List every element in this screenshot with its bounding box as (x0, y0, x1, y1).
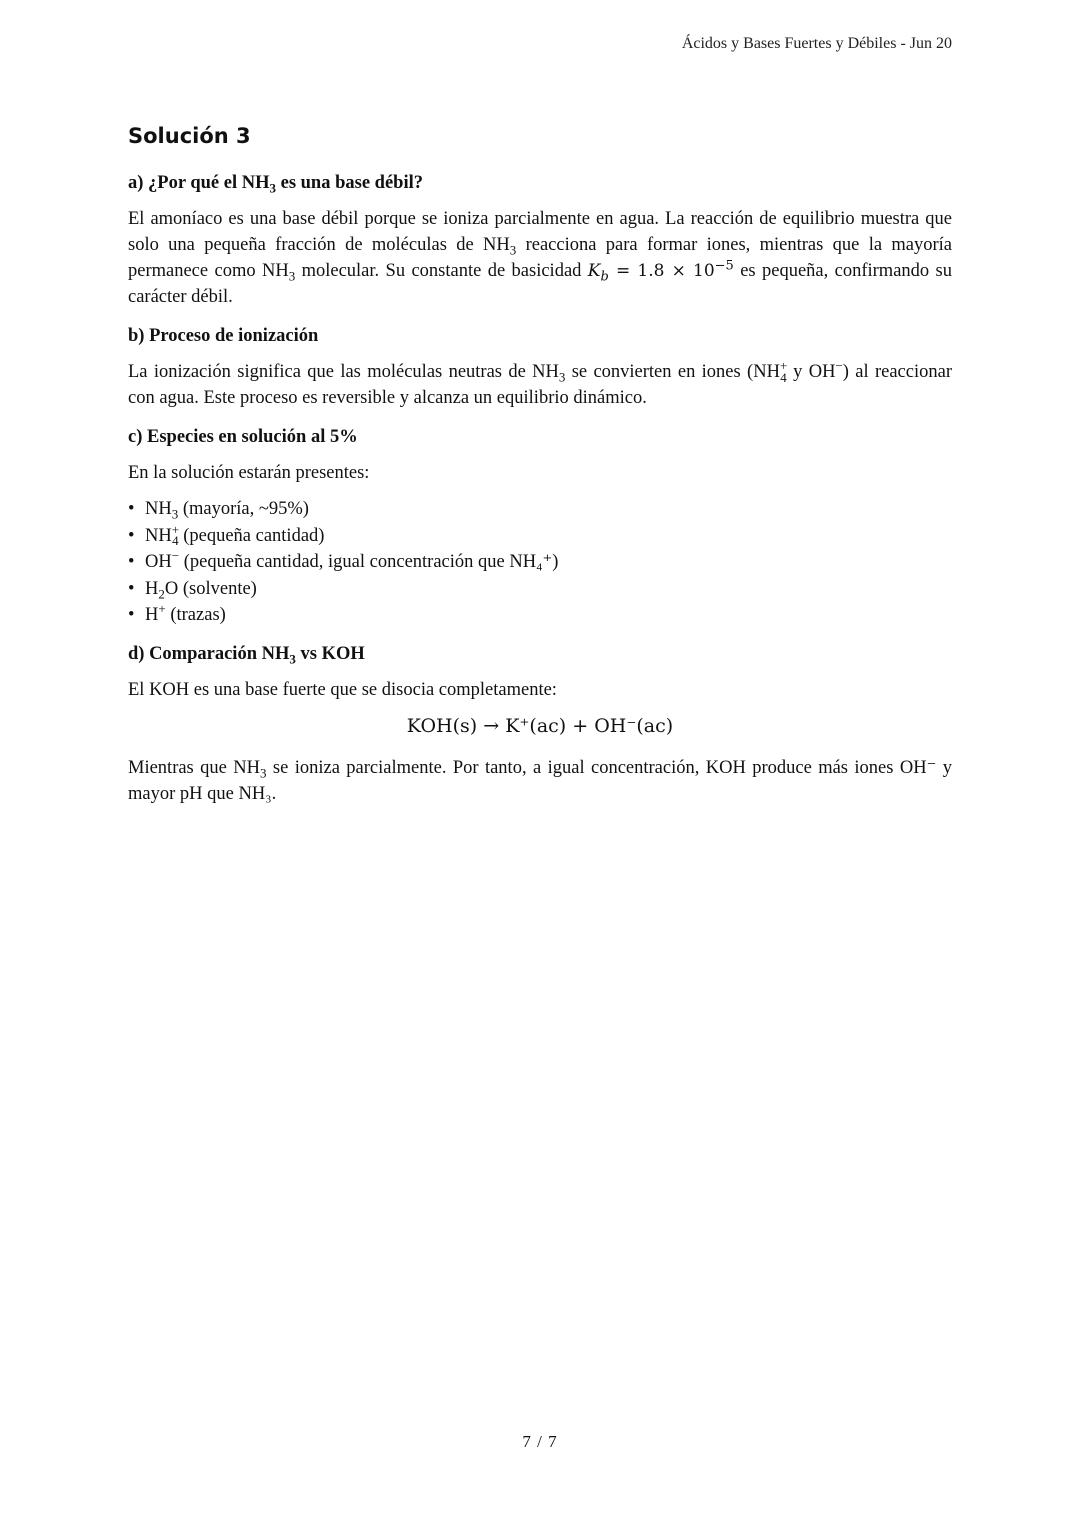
list-item: • H+ (trazas) (145, 602, 952, 629)
list-item: • OH− (pequeña cantidad, igual concentración que NH₄⁺) (145, 549, 952, 576)
page-number: 7 / 7 (522, 1432, 558, 1451)
species-list (128, 496, 952, 629)
section-d-heading: d) Comparación $NH_3$ vs KOH (128, 643, 365, 667)
section-a-heading: a) ¿Por qué el $NH_3$ es una base débil? (128, 173, 423, 196)
running-header: Ácidos y Bases Fuertes y Débiles - Jun 20 (681, 35, 952, 52)
page-content (128, 120, 952, 820)
solution-title: Solución 3 (128, 124, 251, 148)
list-item: • $NH_3$ (mayoría, ~95%) (145, 496, 952, 523)
dissociation-equation: KOH(s) → K⁺(ac) + OH⁻(ac) (406, 714, 674, 737)
kb-expression: $K_b = 1.8 \times 10^{-5}$ (587, 258, 734, 285)
section-b-paragraph: La ionización significa que las moléculas neutras de $NH_3$ se convierten en iones ($NH^+_4$ y OH−) al reaccionar con agua. Este proceso es reversible y alcanza un equilibrio dinámico. (128, 357, 952, 408)
list-item: • $NH^+_4$ (pequeña cantidad) (145, 523, 952, 550)
section-d-paragraph: Mientras que $NH_3$ se ioniza parcialmente. Por tanto, a igual concentración, KOH produce más iones OH⁻ y mayor pH que NH₃. (128, 757, 952, 804)
section-b-heading: b) Proceso de ionización (128, 326, 319, 346)
list-item: • $H_2O$ (solvente) (145, 576, 952, 603)
section-c-intro: En la solución estarán presentes: (128, 463, 370, 483)
section-c-heading: c) Especies en solución al 5% (128, 427, 358, 447)
section-d-intro: El KOH es una base fuerte que se disocia completamente: (128, 679, 557, 700)
section-a-paragraph: El amoníaco es una base débil porque se ioniza parcialmente en agua. La reacción de equilibrio muestra que solo una pequeña fracción de moléculas de $NH_3$ reacciona para formar iones, mientras que la mayoría permanece como $NH_3$ molecular. Su constante de basicidad $K_b = 1.8 \times 10^{-5}$ es pequeña, confirmando su carácter débil. (128, 209, 952, 307)
